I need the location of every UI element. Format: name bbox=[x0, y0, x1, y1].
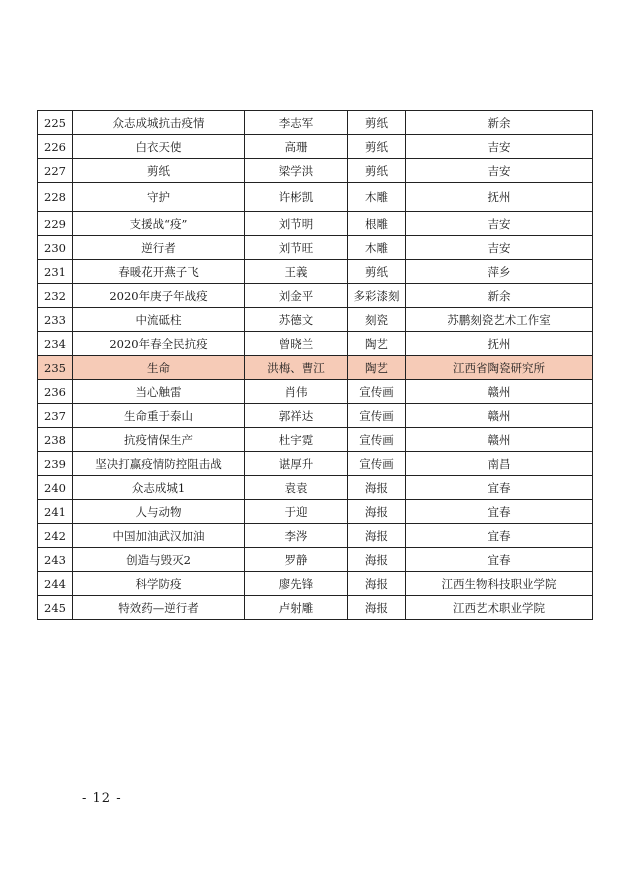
row-number-cell: 233 bbox=[38, 308, 73, 332]
table-row bbox=[38, 236, 593, 260]
table-row bbox=[38, 524, 593, 548]
work-title-cell: 众志成城抗击疫情 bbox=[73, 111, 245, 135]
row-number-cell: 234 bbox=[38, 332, 73, 356]
row-number-cell: 243 bbox=[38, 548, 73, 572]
table-row bbox=[38, 404, 593, 428]
unit-cell: 江西艺术职业学院 bbox=[406, 596, 593, 620]
author-cell: 刘节旺 bbox=[245, 236, 348, 260]
row-number-cell: 245 bbox=[38, 596, 73, 620]
author-cell: 杜宇霓 bbox=[245, 428, 348, 452]
work-title-cell: 创造与毁灭2 bbox=[73, 548, 245, 572]
category-cell: 海报 bbox=[348, 524, 406, 548]
unit-cell: 苏鹏刻瓷艺术工作室 bbox=[406, 308, 593, 332]
author-cell: 刘金平 bbox=[245, 284, 348, 308]
table-row bbox=[38, 284, 593, 308]
unit-cell: 新余 bbox=[406, 284, 593, 308]
work-title-cell: 人与动物 bbox=[73, 500, 245, 524]
unit-cell: 吉安 bbox=[406, 159, 593, 183]
work-title-cell: 抗疫情保生产 bbox=[73, 428, 245, 452]
table-row bbox=[38, 500, 593, 524]
row-number-cell: 235 bbox=[38, 356, 73, 380]
category-cell: 木雕 bbox=[348, 183, 406, 212]
row-number-cell: 241 bbox=[38, 500, 73, 524]
work-title-cell: 当心触雷 bbox=[73, 380, 245, 404]
table-row bbox=[38, 596, 593, 620]
work-title-cell: 生命重于泰山 bbox=[73, 404, 245, 428]
work-title-cell: 春暖花开燕子飞 bbox=[73, 260, 245, 284]
author-cell: 李涔 bbox=[245, 524, 348, 548]
table-row bbox=[38, 332, 593, 356]
table-row bbox=[38, 548, 593, 572]
row-number-cell: 242 bbox=[38, 524, 73, 548]
author-cell: 于迎 bbox=[245, 500, 348, 524]
author-cell: 曾晓兰 bbox=[245, 332, 348, 356]
table-row bbox=[38, 572, 593, 596]
row-number-cell: 231 bbox=[38, 260, 73, 284]
work-title-cell: 2020年春全民抗疫 bbox=[73, 332, 245, 356]
table-row bbox=[38, 476, 593, 500]
author-cell: 李志军 bbox=[245, 111, 348, 135]
category-cell: 海报 bbox=[348, 572, 406, 596]
page-number: - 12 - bbox=[82, 791, 122, 806]
author-cell: 罗静 bbox=[245, 548, 348, 572]
row-number-cell: 232 bbox=[38, 284, 73, 308]
row-number-cell: 237 bbox=[38, 404, 73, 428]
table-row bbox=[38, 308, 593, 332]
author-cell: 袁袁 bbox=[245, 476, 348, 500]
work-title-cell: 逆行者 bbox=[73, 236, 245, 260]
author-cell: 廖先锋 bbox=[245, 572, 348, 596]
work-title-cell: 剪纸 bbox=[73, 159, 245, 183]
table-row bbox=[38, 135, 593, 159]
category-cell: 多彩漆刻 bbox=[348, 284, 406, 308]
unit-cell: 赣州 bbox=[406, 428, 593, 452]
category-cell: 剪纸 bbox=[348, 111, 406, 135]
row-number-cell: 238 bbox=[38, 428, 73, 452]
unit-cell: 宜春 bbox=[406, 500, 593, 524]
unit-cell: 抚州 bbox=[406, 332, 593, 356]
unit-cell: 宜春 bbox=[406, 524, 593, 548]
works-table bbox=[37, 110, 593, 620]
row-number-cell: 226 bbox=[38, 135, 73, 159]
category-cell: 根雕 bbox=[348, 212, 406, 236]
row-number-cell: 230 bbox=[38, 236, 73, 260]
author-cell: 许彬凯 bbox=[245, 183, 348, 212]
row-number-cell: 240 bbox=[38, 476, 73, 500]
category-cell: 宣传画 bbox=[348, 428, 406, 452]
row-number-cell: 227 bbox=[38, 159, 73, 183]
unit-cell: 宜春 bbox=[406, 476, 593, 500]
table-row bbox=[38, 356, 593, 380]
works-table-body bbox=[38, 111, 593, 620]
work-title-cell: 众志成城1 bbox=[73, 476, 245, 500]
work-title-cell: 生命 bbox=[73, 356, 245, 380]
category-cell: 海报 bbox=[348, 476, 406, 500]
unit-cell: 南昌 bbox=[406, 452, 593, 476]
unit-cell: 赣州 bbox=[406, 380, 593, 404]
work-title-cell: 2020年庚子年战疫 bbox=[73, 284, 245, 308]
unit-cell: 新余 bbox=[406, 111, 593, 135]
category-cell: 陶艺 bbox=[348, 332, 406, 356]
unit-cell: 吉安 bbox=[406, 135, 593, 159]
row-number-cell: 225 bbox=[38, 111, 73, 135]
work-title-cell: 坚决打赢疫情防控阻击战 bbox=[73, 452, 245, 476]
category-cell: 海报 bbox=[348, 548, 406, 572]
category-cell: 剪纸 bbox=[348, 159, 406, 183]
work-title-cell: 守护 bbox=[73, 183, 245, 212]
author-cell: 刘节明 bbox=[245, 212, 348, 236]
table-row bbox=[38, 452, 593, 476]
category-cell: 宣传画 bbox=[348, 380, 406, 404]
work-title-cell: 白衣天使 bbox=[73, 135, 245, 159]
work-title-cell: 科学防疫 bbox=[73, 572, 245, 596]
category-cell: 剪纸 bbox=[348, 135, 406, 159]
category-cell: 宣传画 bbox=[348, 404, 406, 428]
table-row bbox=[38, 428, 593, 452]
table-row bbox=[38, 212, 593, 236]
unit-cell: 江西省陶瓷研究所 bbox=[406, 356, 593, 380]
author-cell: 洪梅、曹江 bbox=[245, 356, 348, 380]
category-cell: 宣传画 bbox=[348, 452, 406, 476]
table-row bbox=[38, 260, 593, 284]
unit-cell: 江西生物科技职业学院 bbox=[406, 572, 593, 596]
work-title-cell: 中流砥柱 bbox=[73, 308, 245, 332]
table-row bbox=[38, 111, 593, 135]
category-cell: 木雕 bbox=[348, 236, 406, 260]
author-cell: 梁学洪 bbox=[245, 159, 348, 183]
category-cell: 陶艺 bbox=[348, 356, 406, 380]
category-cell: 剪纸 bbox=[348, 260, 406, 284]
unit-cell: 宜春 bbox=[406, 548, 593, 572]
author-cell: 谌厚升 bbox=[245, 452, 348, 476]
row-number-cell: 236 bbox=[38, 380, 73, 404]
table-row bbox=[38, 159, 593, 183]
row-number-cell: 239 bbox=[38, 452, 73, 476]
author-cell: 卢射雕 bbox=[245, 596, 348, 620]
row-number-cell: 229 bbox=[38, 212, 73, 236]
unit-cell: 萍乡 bbox=[406, 260, 593, 284]
unit-cell: 抚州 bbox=[406, 183, 593, 212]
author-cell: 王義 bbox=[245, 260, 348, 284]
category-cell: 海报 bbox=[348, 596, 406, 620]
author-cell: 郭祥达 bbox=[245, 404, 348, 428]
row-number-cell: 228 bbox=[38, 183, 73, 212]
row-number-cell: 244 bbox=[38, 572, 73, 596]
work-title-cell: 中国加油武汉加油 bbox=[73, 524, 245, 548]
unit-cell: 吉安 bbox=[406, 212, 593, 236]
unit-cell: 吉安 bbox=[406, 236, 593, 260]
unit-cell: 赣州 bbox=[406, 404, 593, 428]
author-cell: 高珊 bbox=[245, 135, 348, 159]
table-row bbox=[38, 183, 593, 212]
work-title-cell: 支援战“疫” bbox=[73, 212, 245, 236]
author-cell: 肖伟 bbox=[245, 380, 348, 404]
category-cell: 刻瓷 bbox=[348, 308, 406, 332]
table-row bbox=[38, 380, 593, 404]
work-title-cell: 特效药—逆行者 bbox=[73, 596, 245, 620]
author-cell: 苏德文 bbox=[245, 308, 348, 332]
category-cell: 海报 bbox=[348, 500, 406, 524]
